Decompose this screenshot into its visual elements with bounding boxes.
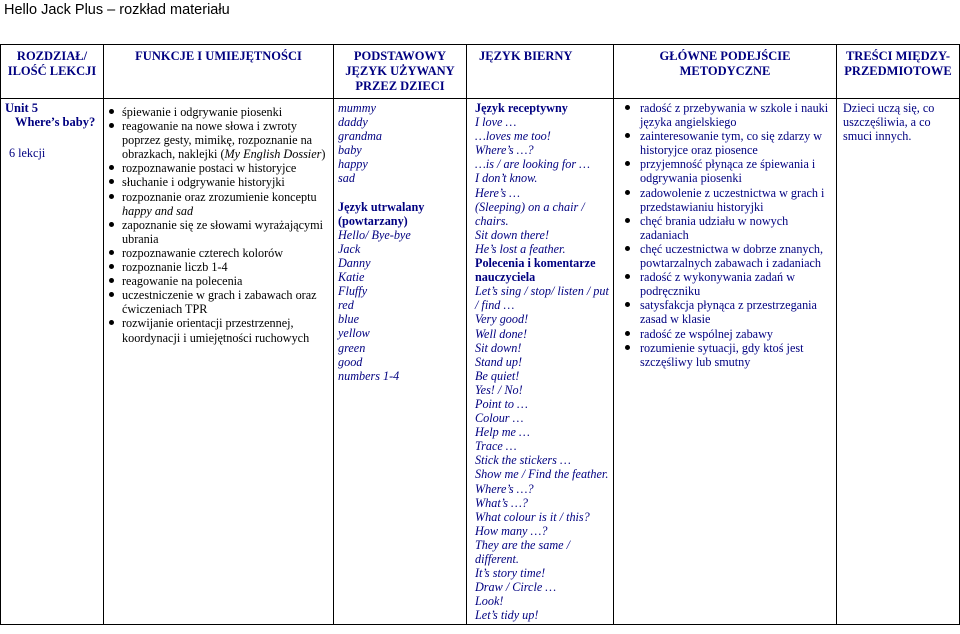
active-vocab-list <box>338 101 462 186</box>
list-item: Show me / Find the feather. <box>475 467 609 482</box>
methodology-list <box>618 101 832 369</box>
list-item: Sit down there! <box>475 227 550 242</box>
list-item: green <box>338 340 366 355</box>
list-item: uczestniczenie w grach i zabawach oraz ćwiczeniach TPR <box>122 288 329 316</box>
list-item: rozwijanie orientacji przestrzennej, koordynacji i umiejętności ruchowych <box>122 316 329 344</box>
list-item: Let’s tidy up! <box>475 608 539 623</box>
list-item: rozumienie sytuacji, gdy ktoś jest szczęśliwy lub smutny <box>640 341 832 369</box>
list-item: radość z przebywania w szkole i nauki języka angielskiego <box>640 101 832 129</box>
list-item: reagowanie na polecenia <box>122 274 329 288</box>
header-functions-label: FUNKCJE I UMIEJĘTNOŚCI <box>135 49 302 63</box>
list-item: radość z wykonywania zadań w podręczniku <box>640 270 832 298</box>
list-item: Hello/ Bye-bye <box>338 227 411 242</box>
header-passive-language <box>467 45 614 99</box>
list-item: Fluffy <box>338 284 368 299</box>
list-item: sad <box>338 171 355 186</box>
list-item: rozpoznawanie postaci w historyjce <box>122 161 329 175</box>
list-item: red <box>338 298 354 313</box>
header-functions <box>104 45 334 99</box>
header-active-line1: PODSTAWOWY <box>353 49 447 63</box>
list-item: It’s story time! <box>475 566 546 581</box>
list-item: Let’s sing / stop/ listen / put / find … <box>475 284 609 313</box>
cross-curricular-text: Dzieci uczą się, co uszczęśliwia, a co smuci innych. <box>843 101 935 144</box>
header-chapter-line2: ILOŚĆ LEKCJI <box>7 64 97 78</box>
active-productive-heading-line2: (powtarzany) <box>338 213 408 228</box>
unit-cell <box>1 99 104 625</box>
list-item: satysfakcja płynąca z przestrzegania zasad w klasie <box>640 298 832 326</box>
list-item: Katie <box>338 270 365 285</box>
passive-receptive-heading: Język receptywny <box>475 101 568 115</box>
passive-receptive-list <box>475 115 609 256</box>
list-item: radość ze wspólnej zabawy <box>640 327 832 341</box>
header-cross-curricular <box>837 45 960 99</box>
header-active-line3: PRZEZ DZIECI <box>355 79 445 93</box>
list-item: Point to … <box>475 396 528 411</box>
passive-commands-list <box>475 284 609 622</box>
list-item: Look! <box>475 594 504 609</box>
list-item: I don’t know. <box>475 171 538 186</box>
header-chapter-line1: ROZDZIAŁ/ <box>16 49 88 63</box>
header-methodology-line1: GŁÓWNE PODEJŚCIE <box>659 49 791 63</box>
active-productive-heading <box>338 200 462 228</box>
active-productive-list <box>338 228 462 383</box>
header-row <box>1 45 960 99</box>
functions-cell <box>104 99 334 625</box>
list-item: …loves me too! <box>475 129 551 144</box>
list-item: blue <box>338 312 359 327</box>
list-item: He’s lost a feather. <box>475 241 566 256</box>
list-item: Very good! <box>475 312 529 327</box>
header-active-line2: JĘZYK UŻYWANY <box>345 64 455 78</box>
list-item: Help me … <box>475 425 530 440</box>
curriculum-table <box>0 44 960 625</box>
list-item: grandma <box>338 129 383 144</box>
list-item: przyjemność płynąca ze śpiewania i odgrywania piosenki <box>640 157 832 185</box>
list-item: mummy <box>338 101 376 115</box>
list-item: good <box>338 354 363 369</box>
list-item: …is / are looking for … <box>475 157 590 172</box>
list-item: Sit down! <box>475 340 522 355</box>
list-item: Here’s … <box>475 185 521 200</box>
header-methodology <box>614 45 837 99</box>
list-item: reagowanie na nowe słowa i zwroty poprzez gesty, mimikę, rozpoznanie na obrazkach, naklejki (My English Dossier) <box>122 119 329 161</box>
list-item: chęć uczestnictwa w dobrze znanych, powtarzalnych zabawach i zadaniach <box>640 242 832 270</box>
list-item: yellow <box>338 326 370 341</box>
list-item: chęć brania udziału w nowych zadaniach <box>640 214 832 242</box>
list-item: zadowolenie z uczestnictwa w grach i przedstawianiu historyjki <box>640 186 832 214</box>
header-chapter <box>1 45 104 99</box>
list-item: They are the same / different. <box>475 537 570 566</box>
methodology-cell <box>614 99 837 625</box>
curriculum-document <box>0 44 960 634</box>
list-item: śpiewanie i odgrywanie piosenki <box>122 105 329 119</box>
list-item: zapoznanie się ze słowami wyrażającymi ubrania <box>122 218 329 246</box>
list-item: I love … <box>475 115 517 130</box>
unit-name: Where’s baby? <box>15 115 96 130</box>
passive-language-cell <box>467 99 614 625</box>
list-item: zainteresowanie tym, co się zdarzy w historyjce oraz piosence <box>640 129 832 157</box>
list-item: happy <box>338 157 368 172</box>
unit-number: Unit 5 <box>5 101 38 115</box>
list-item: daddy <box>338 115 368 130</box>
list-item: How many …? <box>475 523 548 538</box>
list-item: What colour is it / this? <box>475 509 590 524</box>
list-item: Jack <box>338 241 361 256</box>
list-item: (Sleeping) on a chair / chairs. <box>475 199 585 228</box>
list-item: Be quiet! <box>475 368 520 383</box>
list-item: Yes! / No! <box>475 382 523 397</box>
list-item: numbers 1-4 <box>338 368 400 383</box>
active-language-cell <box>334 99 467 625</box>
list-item: rozpoznawanie czterech kolorów <box>122 246 329 260</box>
list-item: Danny <box>338 255 371 270</box>
header-cross-line2: PRZEDMIOTOWE <box>844 64 952 78</box>
header-passive-label: JĘZYK BIERNY <box>479 49 573 63</box>
functions-list <box>108 105 329 345</box>
list-item: rozpoznanie liczb 1-4 <box>122 260 329 274</box>
unit-row <box>1 99 960 625</box>
window-title: Hello Jack Plus – rozkład materiału <box>4 2 230 18</box>
header-methodology-line2: METODYCZNE <box>679 64 771 78</box>
unit-lessons: 6 lekcji <box>9 146 46 161</box>
header-cross-line1: TREŚCI MIĘDZY- <box>845 49 951 63</box>
list-item: What’s …? <box>475 495 528 510</box>
list-item: rozpoznanie oraz zrozumienie konceptu happy and sad <box>122 190 329 218</box>
list-item: Stand up! <box>475 354 523 369</box>
header-active-language <box>334 45 467 99</box>
list-item: Draw / Circle … <box>475 580 557 595</box>
list-item: Trace … <box>475 439 517 454</box>
list-item: Colour … <box>475 411 524 426</box>
list-item: Well done! <box>475 326 528 341</box>
list-item: słuchanie i odgrywanie historyjki <box>122 175 329 189</box>
list-item: baby <box>338 143 362 158</box>
list-item: Where’s …? <box>475 481 534 496</box>
cross-curricular-cell <box>837 99 960 625</box>
active-productive-heading-line1: Język utrwalany <box>338 199 425 214</box>
passive-commands-heading: Polecenia i komentarze nauczyciela <box>475 256 596 285</box>
list-item: Where’s …? <box>475 143 534 158</box>
list-item: Stick the stickers … <box>475 453 571 468</box>
